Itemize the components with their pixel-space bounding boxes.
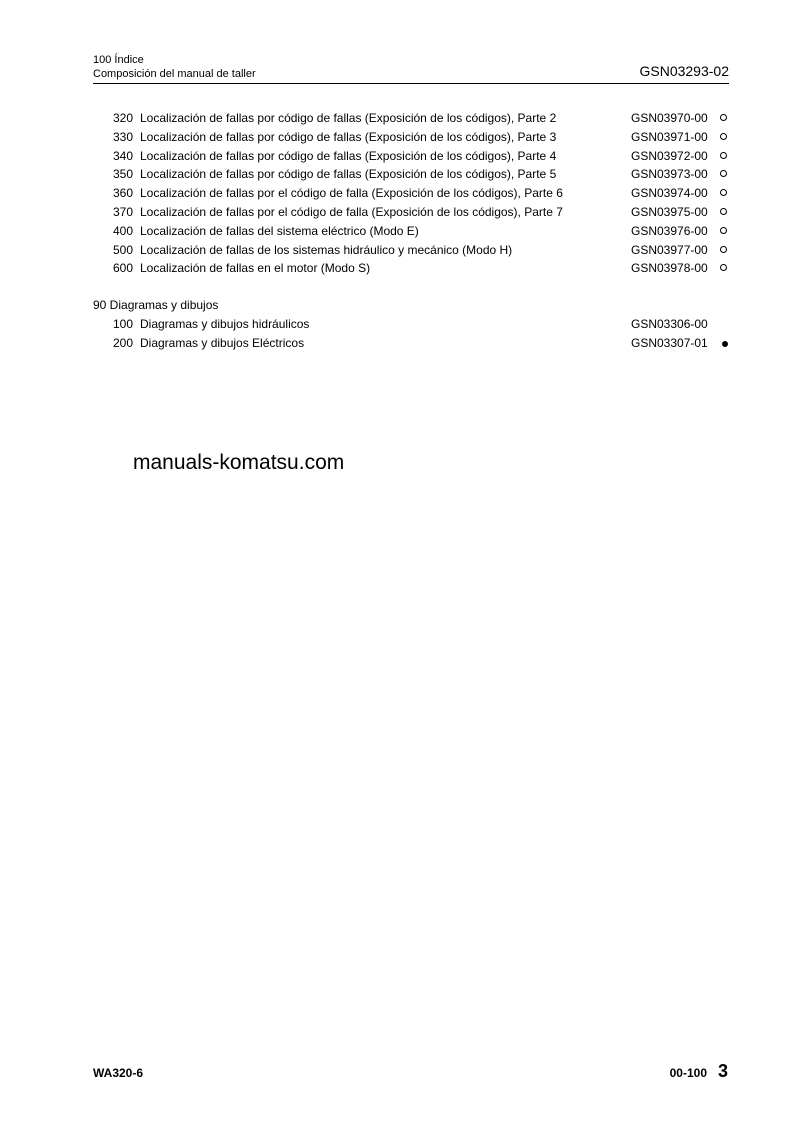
toc-entry xyxy=(93,315,729,334)
open-circle-icon xyxy=(720,264,727,271)
filled-circle-icon xyxy=(722,341,728,347)
toc-entry-title: Localización de fallas por código de fallas (Exposición de los códigos), Parte 2 xyxy=(140,111,557,125)
toc-entry-title: Localización de fallas por código de fallas (Exposición de los códigos), Parte 5 xyxy=(140,167,557,182)
header-subtitle: Composición del manual de taller xyxy=(93,68,256,80)
toc-entry-title: Localización de fallas por código de fallas (Exposición de los códigos), Parte 3 xyxy=(140,129,557,144)
toc-entry xyxy=(93,184,729,203)
toc-entry-code: GSN03971-00 xyxy=(631,129,708,144)
toc-entry-title: Localización de fallas por el código de falla (Exposición de los códigos), Parte 6 xyxy=(140,186,563,201)
toc-entry-number: 320 xyxy=(112,111,133,125)
open-circle-icon xyxy=(720,246,727,253)
toc-entry-number: 500 xyxy=(112,242,133,257)
open-circle-icon xyxy=(720,152,727,159)
table-of-contents xyxy=(93,109,729,353)
toc-entry-title: Localización de fallas por código de fallas (Exposición de los códigos), Parte 4 xyxy=(140,148,557,163)
toc-entry xyxy=(93,109,729,128)
toc-entry-code: GSN03970-00 xyxy=(631,111,708,125)
open-circle-icon xyxy=(720,170,727,177)
footer-page-ref: 00-100 xyxy=(669,1066,707,1080)
open-circle-icon xyxy=(720,114,727,121)
toc-entry-code: GSN03307-01 xyxy=(631,335,708,350)
toc-entry xyxy=(93,259,729,278)
toc-entry-code: GSN03306-00 xyxy=(631,316,708,331)
toc-entry xyxy=(93,128,729,147)
toc-group-diagrams xyxy=(93,315,729,353)
toc-entry-number: 350 xyxy=(112,167,133,182)
footer-model: WA320-6 xyxy=(93,1066,144,1080)
open-circle-icon xyxy=(720,189,727,196)
toc-entry-title: Localización de fallas en el motor (Modo S) xyxy=(140,261,371,276)
header-section: 100 Índice xyxy=(93,54,144,66)
toc-entry-code: GSN03972-00 xyxy=(631,148,708,163)
toc-entry xyxy=(93,165,729,184)
toc-entry-code: GSN03974-00 xyxy=(631,186,708,201)
toc-entry-title: Diagramas y dibujos hidráulicos xyxy=(140,316,310,331)
toc-entry-code: GSN03975-00 xyxy=(631,204,708,219)
watermark-text: manuals-komatsu.com xyxy=(133,451,345,474)
toc-entry-title: Localización de fallas del sistema eléctrico (Modo E) xyxy=(140,223,419,238)
toc-entry xyxy=(93,222,729,241)
toc-entry-number: 360 xyxy=(112,186,133,201)
toc-entry-number: 330 xyxy=(112,129,133,144)
section-heading: 90 Diagramas y dibujos xyxy=(93,298,219,313)
page-header xyxy=(93,54,729,84)
footer-page-number: 3 xyxy=(718,1061,729,1081)
toc-entry-number: 600 xyxy=(112,261,133,276)
open-circle-icon xyxy=(720,208,727,215)
toc-entry xyxy=(93,203,729,222)
toc-entry-number: 200 xyxy=(112,335,133,350)
toc-entry-title: Diagramas y dibujos Eléctricos xyxy=(140,335,305,350)
open-circle-icon xyxy=(720,133,727,140)
header-doc-code: GSN03293-02 xyxy=(639,63,729,79)
toc-entry-number: 400 xyxy=(112,223,133,238)
toc-entry-number: 340 xyxy=(112,148,133,163)
toc-entry xyxy=(93,334,729,353)
toc-entry-title: Localización de fallas por el código de falla (Exposición de los códigos), Parte 7 xyxy=(140,204,563,219)
toc-entry-code: GSN03977-00 xyxy=(631,242,708,257)
toc-entry-code: GSN03976-00 xyxy=(631,223,708,238)
header-divider xyxy=(93,83,729,84)
toc-entry-title: Localización de fallas de los sistemas hidráulico y mecánico (Modo H) xyxy=(140,242,513,257)
open-circle-icon xyxy=(720,227,727,234)
toc-entry xyxy=(93,241,729,260)
toc-entry-number: 370 xyxy=(112,204,133,219)
toc-entry-code: GSN03978-00 xyxy=(631,261,708,276)
toc-entry-code: GSN03973-00 xyxy=(631,167,708,182)
toc-entry xyxy=(93,147,729,166)
toc-group-troubleshooting xyxy=(93,109,729,278)
toc-entry-number: 100 xyxy=(112,316,133,331)
